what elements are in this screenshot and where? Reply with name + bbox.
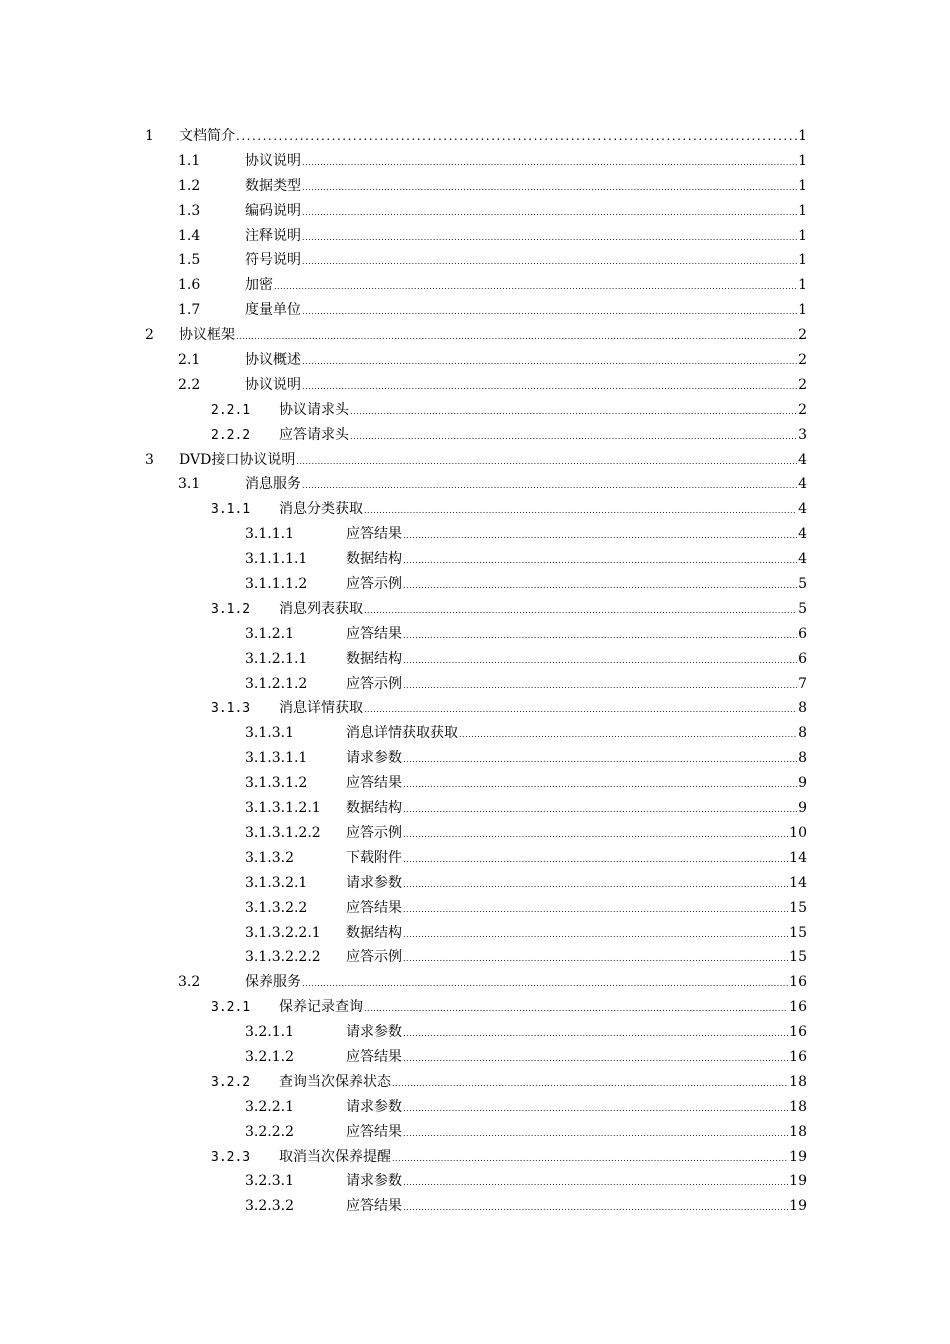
toc-entry[interactable] (145, 821, 807, 846)
toc-entry-title: 应答示例 (346, 675, 402, 692)
toc-entry[interactable] (145, 199, 807, 224)
toc-entry[interactable] (145, 1120, 807, 1145)
toc-entry-line (245, 1095, 807, 1120)
toc-entry-number: 1.1 (178, 152, 201, 169)
toc-entry-number: 3.2.2.1 (245, 1098, 294, 1115)
toc-entry-title: 度量单位 (245, 302, 301, 319)
toc-entry-line (178, 472, 807, 497)
toc-entry-number: 1.7 (178, 302, 201, 319)
toc-entry-line (245, 796, 807, 821)
toc-entry-line (245, 572, 807, 597)
toc-entry-title: 数据类型 (245, 177, 301, 194)
toc-entry[interactable] (145, 1095, 807, 1120)
toc-entry-number: 1 (145, 128, 154, 144)
toc-dot-leader (403, 823, 788, 848)
toc-entry-page-number: 4 (798, 476, 807, 493)
toc-dot-leader (302, 250, 797, 275)
toc-dot-leader (392, 1147, 788, 1172)
toc-entry-line (145, 323, 807, 348)
toc-dot-leader (302, 176, 797, 201)
toc-dot-leader (403, 524, 797, 549)
toc-dot-leader (274, 275, 797, 300)
toc-entry-title: 请求参数 (346, 1173, 402, 1190)
toc-dot-leader (403, 1196, 788, 1221)
toc-entry[interactable] (145, 224, 807, 249)
toc-entry[interactable] (145, 771, 807, 796)
toc-entry-number: 3.1.3.2.2.1 (245, 924, 321, 941)
toc-entry[interactable] (145, 497, 807, 522)
toc-entry-page-number: 14 (789, 874, 807, 891)
toc-entry[interactable] (145, 1020, 807, 1045)
toc-entry[interactable] (145, 398, 807, 423)
toc-entry-page-number: 8 (798, 725, 807, 742)
toc-entry-line (178, 373, 807, 398)
toc-entry-page-number: 8 (798, 700, 807, 717)
toc-entry-line (211, 696, 807, 721)
toc-entry-line (245, 672, 807, 697)
toc-entry-line (245, 622, 807, 647)
toc-dot-leader (459, 723, 797, 748)
toc-entry-page-number: 1 (798, 252, 807, 269)
toc-entry-title: DVD接口协议说明 (179, 451, 296, 468)
toc-entry-line (245, 1120, 807, 1145)
toc-entry-number: 3.1.2.1.2 (245, 675, 308, 692)
toc-dot-leader (302, 375, 797, 400)
toc-entry-line (245, 647, 807, 672)
toc-entry-title: 请求参数 (346, 874, 402, 891)
toc-entry-title: 取消当次保养提醒 (279, 1148, 391, 1165)
toc-dot-leader (403, 624, 797, 649)
toc-entry-number: 2.2 (178, 376, 201, 393)
toc-entry-number: 3.1.3.2 (245, 849, 294, 866)
toc-entry-page-number: 15 (789, 924, 807, 941)
toc-entry-page-number: 19 (789, 1198, 807, 1215)
toc-entry-title: 请求参数 (346, 1098, 402, 1115)
toc-entry-number: 1.3 (178, 202, 201, 219)
toc-dot-leader (403, 1047, 788, 1072)
toc-entry-page-number: 18 (789, 1098, 807, 1115)
toc-dot-leader (302, 151, 797, 176)
toc-dot-leader (302, 201, 797, 226)
toc-entry[interactable] (145, 647, 807, 672)
toc-entry-page-number: 18 (789, 1073, 807, 1090)
toc-entry-page-number: 1 (798, 277, 807, 294)
toc-dot-leader (302, 350, 797, 375)
toc-entry-line (211, 1070, 807, 1095)
toc-entry-number: 3.1.3.2.2 (245, 899, 308, 916)
toc-entry-page-number: 4 (798, 526, 807, 543)
toc-entry-number: 3.2 (178, 974, 201, 991)
toc-entry-number: 2.1 (178, 352, 201, 369)
toc-entry-title: 应答请求头 (279, 426, 349, 443)
toc-dot-leader (403, 898, 788, 923)
toc-entry[interactable] (145, 672, 807, 697)
toc-entry-title: 数据结构 (346, 800, 402, 817)
toc-dot-leader (236, 124, 797, 149)
toc-entry-number: 3.1.3.2.1 (245, 874, 308, 891)
toc-entry-page-number: 4 (798, 451, 807, 468)
toc-dot-leader (403, 947, 788, 972)
toc-dot-leader (403, 873, 788, 898)
toc-entry-page-number: 2 (798, 376, 807, 393)
toc-entry-page-number: 19 (789, 1148, 807, 1165)
toc-entry-number: 3.1 (178, 476, 201, 493)
toc-entry-number: 2.2.2 (211, 427, 251, 443)
toc-entry-number: 3.2.3.1 (245, 1173, 294, 1190)
toc-entry-page-number: 7 (798, 675, 807, 692)
toc-entry-number: 3.1.3.1.1 (245, 750, 308, 767)
toc-entry-title: 应答结果 (346, 1198, 402, 1215)
toc-entry-line (245, 1194, 807, 1219)
toc-entry-page-number: 4 (798, 501, 807, 518)
toc-entry-title: 协议概述 (245, 352, 301, 369)
toc-entry-number: 3 (145, 451, 154, 468)
toc-entry-page-number: 16 (789, 1048, 807, 1065)
toc-entry-number: 3.1.2.1 (245, 625, 294, 642)
toc-entry-title: 应答结果 (346, 526, 402, 543)
toc-entry[interactable] (145, 970, 807, 995)
toc-entry-line (245, 746, 807, 771)
toc-entry-line (245, 921, 807, 946)
toc-entry-title: 下载附件 (346, 849, 402, 866)
toc-entry-page-number: 2 (798, 327, 807, 344)
toc-entry[interactable] (145, 1169, 807, 1194)
toc-entry-line (145, 124, 807, 149)
toc-entry[interactable] (145, 298, 807, 323)
toc-entry[interactable] (145, 1070, 807, 1095)
toc-entry-page-number: 5 (798, 576, 807, 593)
toc-entry-number: 3.2.1.2 (245, 1048, 294, 1065)
toc-entry-line (178, 273, 807, 298)
toc-entry-page-number: 2 (798, 401, 807, 418)
toc-entry-number: 3.2.1 (211, 1000, 251, 1016)
toc-entry-title: 协议请求头 (279, 401, 349, 418)
toc-dot-leader (302, 474, 797, 499)
toc-entry-page-number: 1 (798, 128, 807, 144)
toc-entry[interactable] (145, 124, 807, 149)
toc-entry[interactable] (145, 945, 807, 970)
toc-entry-line (245, 871, 807, 896)
toc-entry-line (178, 149, 807, 174)
toc-entry[interactable] (145, 373, 807, 398)
toc-entry-title: 数据结构 (346, 924, 402, 941)
toc-entry-title: 协议框架 (179, 327, 235, 344)
toc-entry-title: 消息详情获取 (279, 700, 363, 717)
toc-entry-number: 3.1.1.1 (245, 526, 294, 543)
toc-entry-title: 保养服务 (245, 974, 301, 991)
toc-entry[interactable] (145, 572, 807, 597)
toc-entry-page-number: 19 (789, 1173, 807, 1190)
toc-entry-line (245, 547, 807, 572)
toc-entry-number: 3.2.2 (211, 1074, 251, 1090)
toc-entry[interactable] (145, 721, 807, 746)
toc-entry-number: 1.5 (178, 252, 201, 269)
toc-dot-leader (302, 226, 797, 251)
toc-entry-page-number: 1 (798, 152, 807, 169)
toc-dot-leader (364, 997, 788, 1022)
toc-entry-line (245, 896, 807, 921)
toc-dot-leader (403, 923, 788, 948)
toc-entry-number: 1.6 (178, 277, 201, 294)
toc-entry-number: 1.2 (178, 177, 201, 194)
toc-entry-line (245, 1169, 807, 1194)
toc-entry-title: 数据结构 (346, 650, 402, 667)
toc-entry-title: 消息详情获取获取 (346, 725, 458, 742)
toc-entry[interactable] (145, 472, 807, 497)
toc-entry-page-number: 5 (798, 600, 807, 617)
toc-entry-title: 协议说明 (245, 376, 301, 393)
toc-entry-title: 应答示例 (346, 949, 402, 966)
toc-dot-leader (403, 1171, 788, 1196)
toc-entry-title: 应答示例 (346, 576, 402, 593)
toc-entry-title: 应答结果 (346, 1123, 402, 1140)
toc-entry-line (211, 1145, 807, 1170)
toc-entry-page-number: 4 (798, 551, 807, 568)
toc-dot-leader (403, 649, 797, 674)
toc-dot-leader (403, 848, 788, 873)
toc-entry-line (245, 1045, 807, 1070)
toc-entry-line (245, 522, 807, 547)
toc-entry-page-number: 14 (789, 849, 807, 866)
table-of-contents (145, 124, 807, 1219)
toc-entry-page-number: 1 (798, 202, 807, 219)
toc-entry-number: 3.1.1.1.1 (245, 551, 308, 568)
toc-entry-number: 3.2.2.2 (245, 1123, 294, 1140)
toc-entry-title: 符号说明 (245, 252, 301, 269)
toc-entry-title: 文档简介 (179, 128, 235, 144)
toc-dot-leader (403, 574, 797, 599)
toc-entry-line (178, 224, 807, 249)
toc-entry-title: 消息服务 (245, 476, 301, 493)
toc-entry-title: 应答示例 (346, 824, 402, 841)
toc-dot-leader (364, 599, 797, 624)
toc-entry-number: 3.1.3.1 (245, 725, 294, 742)
toc-entry-page-number: 1 (798, 177, 807, 194)
toc-entry-title: 加密 (245, 277, 273, 294)
toc-entry[interactable] (145, 323, 807, 348)
toc-entry-page-number: 6 (798, 650, 807, 667)
toc-entry[interactable] (145, 248, 807, 273)
toc-entry-page-number: 16 (789, 974, 807, 991)
toc-entry-number: 3.1.3.2.2.2 (245, 949, 321, 966)
toc-entry[interactable] (145, 423, 807, 448)
toc-dot-leader (403, 674, 797, 699)
toc-entry-page-number: 16 (789, 999, 807, 1016)
toc-entry[interactable] (145, 921, 807, 946)
toc-dot-leader (296, 450, 797, 475)
toc-dot-leader (403, 798, 797, 823)
toc-entry-page-number: 16 (789, 1024, 807, 1041)
toc-entry-title: 查询当次保养状态 (279, 1073, 391, 1090)
toc-entry[interactable] (145, 522, 807, 547)
toc-dot-leader (403, 748, 797, 773)
toc-entry-line (211, 597, 807, 622)
toc-entry-line (211, 497, 807, 522)
toc-entry-line (245, 721, 807, 746)
toc-entry-page-number: 15 (789, 949, 807, 966)
toc-entry-line (145, 448, 807, 473)
toc-entry-title: 应答结果 (346, 625, 402, 642)
toc-entry[interactable] (145, 696, 807, 721)
toc-entry-line (178, 970, 807, 995)
toc-dot-leader (403, 1022, 788, 1047)
toc-entry-line (245, 1020, 807, 1045)
toc-entry-number: 3.2.1.1 (245, 1024, 294, 1041)
toc-entry-line (211, 423, 807, 448)
toc-entry-line (178, 199, 807, 224)
toc-dot-leader (364, 499, 797, 524)
toc-entry-line (245, 821, 807, 846)
toc-entry[interactable] (145, 174, 807, 199)
toc-entry-number: 2.2.1 (211, 402, 251, 418)
toc-entry-page-number: 18 (789, 1123, 807, 1140)
toc-entry-number: 3.1.1.1.2 (245, 576, 308, 593)
toc-entry-title: 消息分类获取 (279, 501, 363, 518)
toc-dot-leader (302, 300, 797, 325)
toc-entry-title: 应答结果 (346, 1048, 402, 1065)
toc-entry-page-number: 1 (798, 302, 807, 319)
toc-entry[interactable] (145, 896, 807, 921)
toc-dot-leader (403, 549, 797, 574)
toc-dot-leader (302, 972, 788, 997)
toc-entry-page-number: 6 (798, 625, 807, 642)
toc-entry-number: 3.1.3.1.2.1 (245, 800, 321, 817)
toc-entry[interactable] (145, 796, 807, 821)
toc-entry-number: 3.1.1 (211, 502, 251, 518)
toc-entry-title: 注释说明 (245, 227, 301, 244)
toc-entry-title: 编码说明 (245, 202, 301, 219)
toc-entry[interactable] (145, 448, 807, 473)
toc-entry-page-number: 8 (798, 750, 807, 767)
toc-entry-title: 数据结构 (346, 551, 402, 568)
toc-entry-title: 应答结果 (346, 899, 402, 916)
toc-dot-leader (392, 1072, 788, 1097)
toc-entry[interactable] (145, 1194, 807, 1219)
toc-entry-line (178, 248, 807, 273)
toc-entry[interactable] (145, 871, 807, 896)
toc-entry-number: 3.1.2 (211, 601, 251, 617)
toc-dot-leader (403, 1122, 788, 1147)
toc-entry[interactable] (145, 622, 807, 647)
toc-entry-title: 消息列表获取 (279, 600, 363, 617)
toc-entry-line (178, 298, 807, 323)
toc-entry-number: 3.1.3.1.2.2 (245, 824, 321, 841)
toc-entry-line (245, 771, 807, 796)
toc-entry-number: 1.4 (178, 227, 201, 244)
toc-entry[interactable] (145, 149, 807, 174)
toc-entry-title: 协议说明 (245, 152, 301, 169)
toc-entry-number: 3.2.3 (211, 1149, 251, 1165)
toc-entry[interactable] (145, 597, 807, 622)
toc-dot-leader (364, 698, 797, 723)
toc-entry-number: 3.2.3.2 (245, 1198, 294, 1215)
toc-entry[interactable] (145, 1045, 807, 1070)
toc-entry-number: 3.1.2.1.1 (245, 650, 308, 667)
toc-entry-page-number: 1 (798, 227, 807, 244)
toc-entry-number: 3.1.3 (211, 701, 251, 717)
toc-entry-line (245, 945, 807, 970)
toc-entry-page-number: 9 (798, 800, 807, 817)
toc-entry-line (245, 846, 807, 871)
toc-entry-line (211, 398, 807, 423)
toc-entry-number: 2 (145, 327, 154, 344)
toc-entry-line (178, 348, 807, 373)
toc-entry[interactable] (145, 746, 807, 771)
toc-entry[interactable] (145, 348, 807, 373)
toc-entry-title: 应答结果 (346, 775, 402, 792)
toc-dot-leader (350, 425, 797, 450)
toc-dot-leader (403, 1097, 788, 1122)
toc-dot-leader (403, 773, 797, 798)
toc-entry[interactable] (145, 1145, 807, 1170)
toc-entry-line (211, 995, 807, 1020)
toc-entry[interactable] (145, 273, 807, 298)
toc-entry-number: 3.1.3.1.2 (245, 775, 308, 792)
toc-entry-line (178, 174, 807, 199)
toc-entry-page-number: 2 (798, 352, 807, 369)
toc-entry-title: 请求参数 (346, 1024, 402, 1041)
toc-dot-leader (236, 325, 797, 350)
toc-entry-page-number: 3 (798, 426, 807, 443)
toc-entry-title: 保养记录查询 (279, 999, 363, 1016)
toc-entry-page-number: 9 (798, 775, 807, 792)
toc-dot-leader (350, 400, 797, 425)
toc-entry-page-number: 10 (789, 824, 807, 841)
toc-entry[interactable] (145, 995, 807, 1020)
toc-entry[interactable] (145, 547, 807, 572)
toc-entry-page-number: 15 (789, 899, 807, 916)
toc-entry-title: 请求参数 (346, 750, 402, 767)
toc-entry[interactable] (145, 846, 807, 871)
